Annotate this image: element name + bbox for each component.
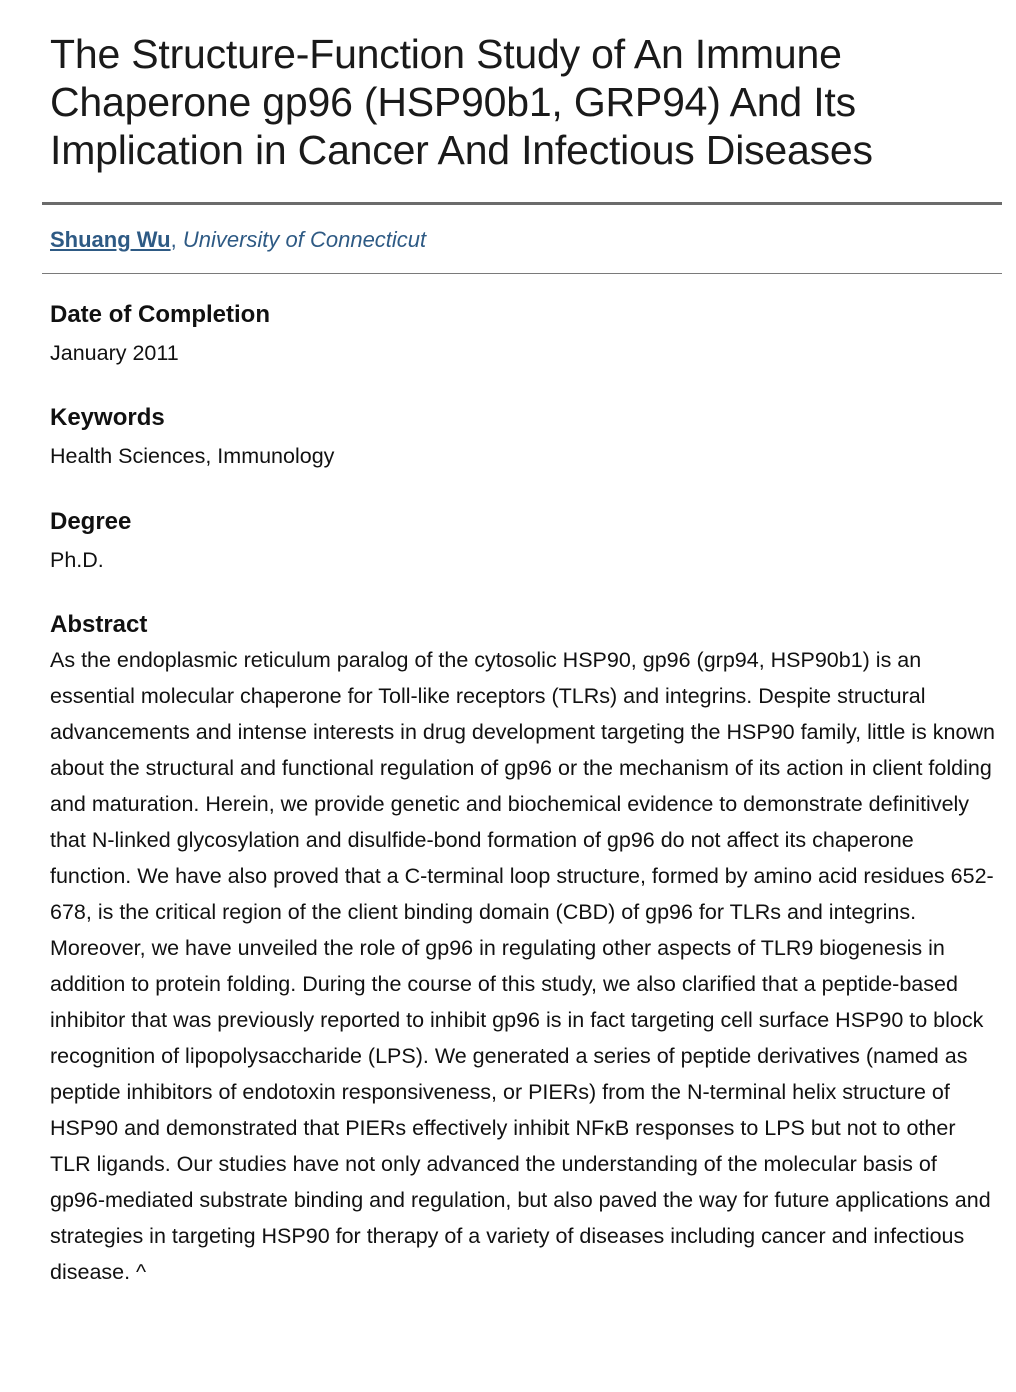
date-of-completion-heading: Date of Completion <box>50 301 270 328</box>
keywords-value: Health Sciences, Immunology <box>50 444 335 468</box>
degree-section <box>50 507 995 575</box>
author-institution: University of Connecticut <box>182 227 427 252</box>
degree-value: Ph.D. <box>50 548 104 572</box>
keywords-heading: Keywords <box>50 404 165 431</box>
author-link[interactable]: Shuang Wu <box>50 227 171 252</box>
author-separator: , <box>170 227 183 252</box>
author-divider <box>42 273 1002 274</box>
abstract-heading: Abstract <box>50 611 148 638</box>
author-line <box>50 226 426 254</box>
keywords-section <box>50 403 995 471</box>
degree-heading: Degree <box>50 508 132 535</box>
date-of-completion-value: January 2011 <box>50 341 179 365</box>
abstract-text: As the endoplasmic reticulum paralog of the cytosolic HSP90, gp96 (grp94, HSP90b1) is an essential molecular chaperone for Toll-like receptors (TLRs) and integrins. Despite structural advancements and intense interests in drug development targeting the HSP90 family, little is known about the structural and functional regulation of gp96 or the mechanism of its action in client folding and maturation. Herein, we provide genetic and biochemical evidence to demonstrate definitively that N-linked glycosylation and disulfide-bond formation of gp96 do not affect its chaperone function. We have also proved that a C-terminal loop structure, formed by amino acid residues 652-678, is the critical region of the client binding domain (CBD) of gp96 for TLRs and integrins. Moreover, we have unveiled the role of gp96 in regulating other aspects of TLR9 biogenesis in addition to protein folding. During the course of this study, we also clarified that a peptide-based inhibitor that was previously reported to inhibit gp96 is in fact targeting cell surface HSP90 to block recognition of lipopolysaccharide (LPS). We generated a series of peptide derivatives (named as peptide inhibitors of endotoxin responsiveness, or PIERs) from the N-terminal helix structure of HSP90 and demonstrated that PIERs effectively inhibit NFκB responses to LPS but not to other TLR ligands. Our studies have not only advanced the understanding of the molecular basis of gp96-mediated substrate binding and regulation, but also paved the way for future applications and strategies in targeting HSP90 for therapy of a variety of diseases including cancer and infectious disease. ^ <box>50 648 995 1284</box>
abstract-section <box>50 610 995 1290</box>
date-of-completion-section <box>50 300 995 368</box>
title-divider <box>42 202 1002 205</box>
page-title: The Structure-Function Study of An Immune Chaperone gp96 (HSP90b1, GRP94) And Its Implication in Cancer And Infectious Diseases <box>50 31 873 173</box>
